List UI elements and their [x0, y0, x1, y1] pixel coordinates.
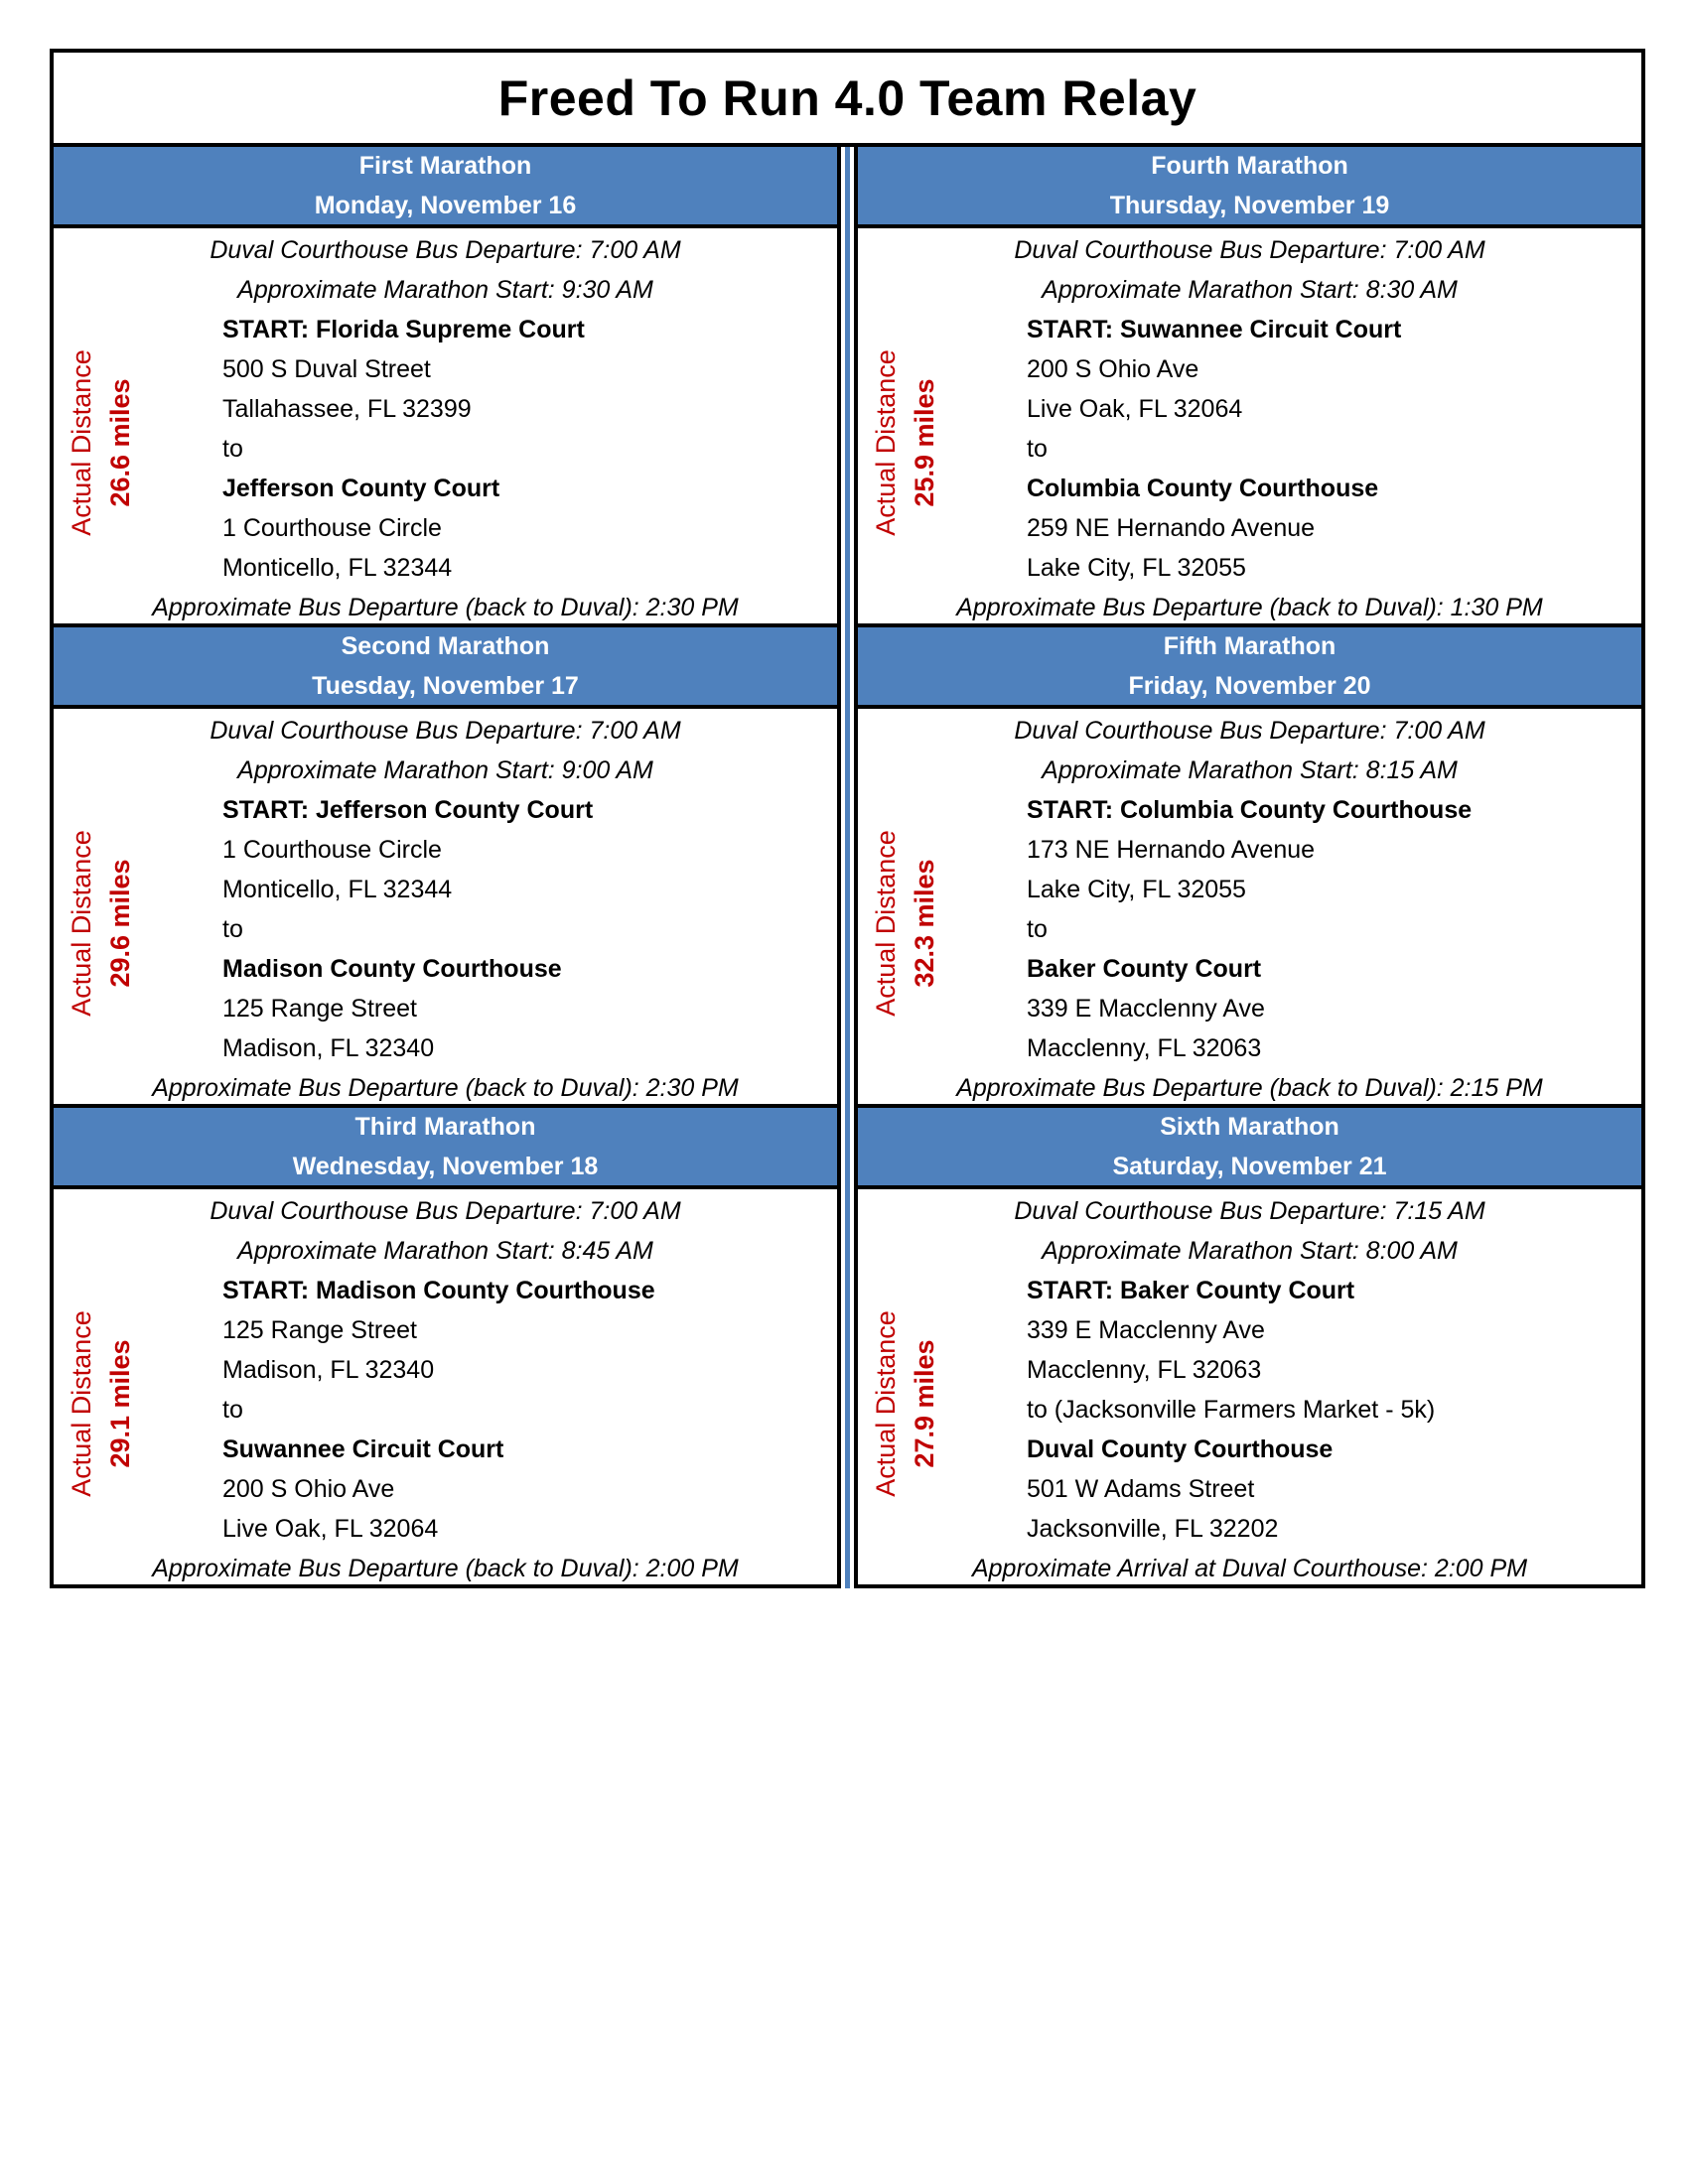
marathon-details: [54, 228, 837, 623]
end-city: Monticello, FL 32344: [222, 554, 453, 582]
end-city: Live Oak, FL 32064: [222, 1515, 439, 1543]
start-city: Live Oak, FL 32064: [1027, 395, 1243, 423]
return-departure: Approximate Bus Departure (back to Duval): 2:15 PM: [956, 1074, 1543, 1102]
distance-label: Actual Distance: [67, 830, 96, 1017]
marathon-start: Approximate Marathon Start: 8:30 AM: [1042, 276, 1458, 304]
start-city: Macclenny, FL 32063: [1027, 1356, 1262, 1384]
start-city: Lake City, FL 32055: [1027, 876, 1246, 903]
start-location: START: Baker County Court: [1027, 1277, 1355, 1304]
marathon-details: [858, 228, 1641, 623]
route-addresses: [858, 310, 1641, 588]
distance-value: 29.6 miles: [105, 859, 135, 988]
marathon-header: [858, 627, 1641, 709]
marathon-date: Friday, November 20: [1128, 672, 1371, 700]
to-text: to: [222, 1396, 243, 1424]
start-street: 339 E Macclenny Ave: [1027, 1316, 1265, 1344]
distance-label: Actual Distance: [871, 349, 901, 536]
page-title: Freed To Run 4.0 Team Relay: [50, 49, 1645, 147]
end-location: Madison County Courthouse: [222, 955, 562, 983]
distance-value: 29.1 miles: [105, 1339, 135, 1468]
actual-distance: [867, 349, 944, 536]
marathon-name: Fourth Marathon: [1151, 152, 1348, 180]
bus-departure: Duval Courthouse Bus Departure: 7:00 AM: [210, 236, 681, 264]
marathon-name: First Marathon: [358, 152, 532, 180]
bus-departure: Duval Courthouse Bus Departure: 7:15 AM: [1014, 1197, 1485, 1225]
marathon-header: [54, 627, 837, 709]
end-street: 339 E Macclenny Ave: [1027, 995, 1265, 1023]
actual-distance: [63, 1310, 140, 1497]
marathon-date: Saturday, November 21: [1112, 1153, 1387, 1180]
marathon-card: [854, 147, 1645, 627]
marathon-card: [50, 147, 841, 627]
marathon-grid: [50, 147, 1645, 1588]
marathon-header: [54, 147, 837, 228]
start-street: 1 Courthouse Circle: [222, 836, 442, 864]
end-street: 200 S Ohio Ave: [222, 1475, 395, 1503]
start-city: Tallahassee, FL 32399: [222, 395, 472, 423]
return-departure: Approximate Bus Departure (back to Duval): 1:30 PM: [956, 594, 1543, 621]
end-city: Madison, FL 32340: [222, 1034, 435, 1062]
return-departure: Approximate Bus Departure (back to Duval): 2:30 PM: [152, 594, 739, 621]
actual-distance: [63, 349, 140, 536]
start-location: START: Florida Supreme Court: [222, 316, 585, 343]
bus-departure: Duval Courthouse Bus Departure: 7:00 AM: [210, 717, 681, 745]
marathon-header: [858, 1108, 1641, 1189]
start-street: 125 Range Street: [222, 1316, 417, 1344]
bus-departure: Duval Courthouse Bus Departure: 7:00 AM: [1014, 236, 1485, 264]
end-street: 501 W Adams Street: [1027, 1475, 1255, 1503]
end-city: Macclenny, FL 32063: [1027, 1034, 1262, 1062]
distance-value: 26.6 miles: [105, 378, 135, 507]
end-street: 1 Courthouse Circle: [222, 514, 442, 542]
start-location: START: Madison County Courthouse: [222, 1277, 655, 1304]
to-text: to: [1027, 435, 1048, 463]
actual-distance: [867, 830, 944, 1017]
marathon-card: [854, 1108, 1645, 1588]
distance-label: Actual Distance: [871, 1310, 901, 1497]
actual-distance: [63, 830, 140, 1017]
to-text: to: [222, 915, 243, 943]
start-street: 500 S Duval Street: [222, 355, 431, 383]
marathon-details: [54, 1189, 837, 1584]
marathon-date: Monday, November 16: [314, 192, 577, 219]
to-text: to: [1027, 915, 1048, 943]
start-city: Madison, FL 32340: [222, 1356, 435, 1384]
marathon-start: Approximate Marathon Start: 8:45 AM: [237, 1237, 653, 1265]
start-street: 173 NE Hernando Avenue: [1027, 836, 1316, 864]
left-column: [50, 147, 841, 1588]
start-location: START: Suwannee Circuit Court: [1027, 316, 1402, 343]
marathon-header: [858, 147, 1641, 228]
return-departure: Approximate Bus Departure (back to Duval): 2:30 PM: [152, 1074, 739, 1102]
marathon-card: [50, 1108, 841, 1588]
end-city: Jacksonville, FL 32202: [1027, 1515, 1279, 1543]
route-addresses: [858, 790, 1641, 1068]
marathon-card: [50, 627, 841, 1108]
bus-departure: Duval Courthouse Bus Departure: 7:00 AM: [1014, 717, 1485, 745]
distance-value: 25.9 miles: [910, 378, 939, 507]
marathon-start: Approximate Marathon Start: 8:15 AM: [1042, 756, 1458, 784]
end-street: 259 NE Hernando Avenue: [1027, 514, 1316, 542]
end-city: Lake City, FL 32055: [1027, 554, 1246, 582]
marathon-start: Approximate Marathon Start: 9:30 AM: [237, 276, 653, 304]
marathon-date: Wednesday, November 18: [292, 1153, 599, 1180]
actual-distance: [867, 1310, 944, 1497]
route-addresses: [858, 1271, 1641, 1549]
end-location: Jefferson County Court: [222, 475, 500, 502]
marathon-date: Tuesday, November 17: [312, 672, 579, 700]
start-street: 200 S Ohio Ave: [1027, 355, 1199, 383]
marathon-date: Thursday, November 19: [1109, 192, 1390, 219]
start-location: START: Columbia County Courthouse: [1027, 796, 1473, 824]
marathon-details: [54, 709, 837, 1104]
marathon-start: Approximate Marathon Start: 9:00 AM: [237, 756, 653, 784]
end-location: Duval County Courthouse: [1027, 1435, 1334, 1463]
marathon-card: [854, 627, 1645, 1108]
marathon-name: Fifth Marathon: [1163, 632, 1336, 660]
marathon-name: Sixth Marathon: [1160, 1113, 1339, 1141]
end-location: Suwannee Circuit Court: [222, 1435, 504, 1463]
route-addresses: [54, 1271, 837, 1549]
return-departure: Approximate Bus Departure (back to Duval): 2:00 PM: [152, 1555, 739, 1582]
relay-schedule-sheet: [50, 49, 1645, 1588]
distance-label: Actual Distance: [871, 830, 901, 1017]
return-departure: Approximate Arrival at Duval Courthouse: 2:00 PM: [971, 1555, 1528, 1582]
right-column: [854, 147, 1645, 1588]
distance-label: Actual Distance: [67, 349, 96, 536]
distance-label: Actual Distance: [67, 1310, 96, 1497]
bus-departure: Duval Courthouse Bus Departure: 7:00 AM: [210, 1197, 681, 1225]
marathon-details: [858, 709, 1641, 1104]
end-street: 125 Range Street: [222, 995, 417, 1023]
start-city: Monticello, FL 32344: [222, 876, 453, 903]
marathon-name: Second Marathon: [341, 632, 550, 660]
marathon-header: [54, 1108, 837, 1189]
start-location: START: Jefferson County Court: [222, 796, 594, 824]
route-addresses: [54, 790, 837, 1068]
to-text: to: [222, 435, 243, 463]
end-location: Columbia County Courthouse: [1027, 475, 1379, 502]
route-addresses: [54, 310, 837, 588]
end-location: Baker County Court: [1027, 955, 1262, 983]
distance-value: 32.3 miles: [910, 859, 939, 988]
marathon-start: Approximate Marathon Start: 8:00 AM: [1042, 1237, 1458, 1265]
marathon-details: [858, 1189, 1641, 1584]
to-text: to (Jacksonville Farmers Market - 5k): [1027, 1396, 1436, 1424]
distance-value: 27.9 miles: [910, 1339, 939, 1468]
marathon-name: Third Marathon: [354, 1113, 536, 1141]
